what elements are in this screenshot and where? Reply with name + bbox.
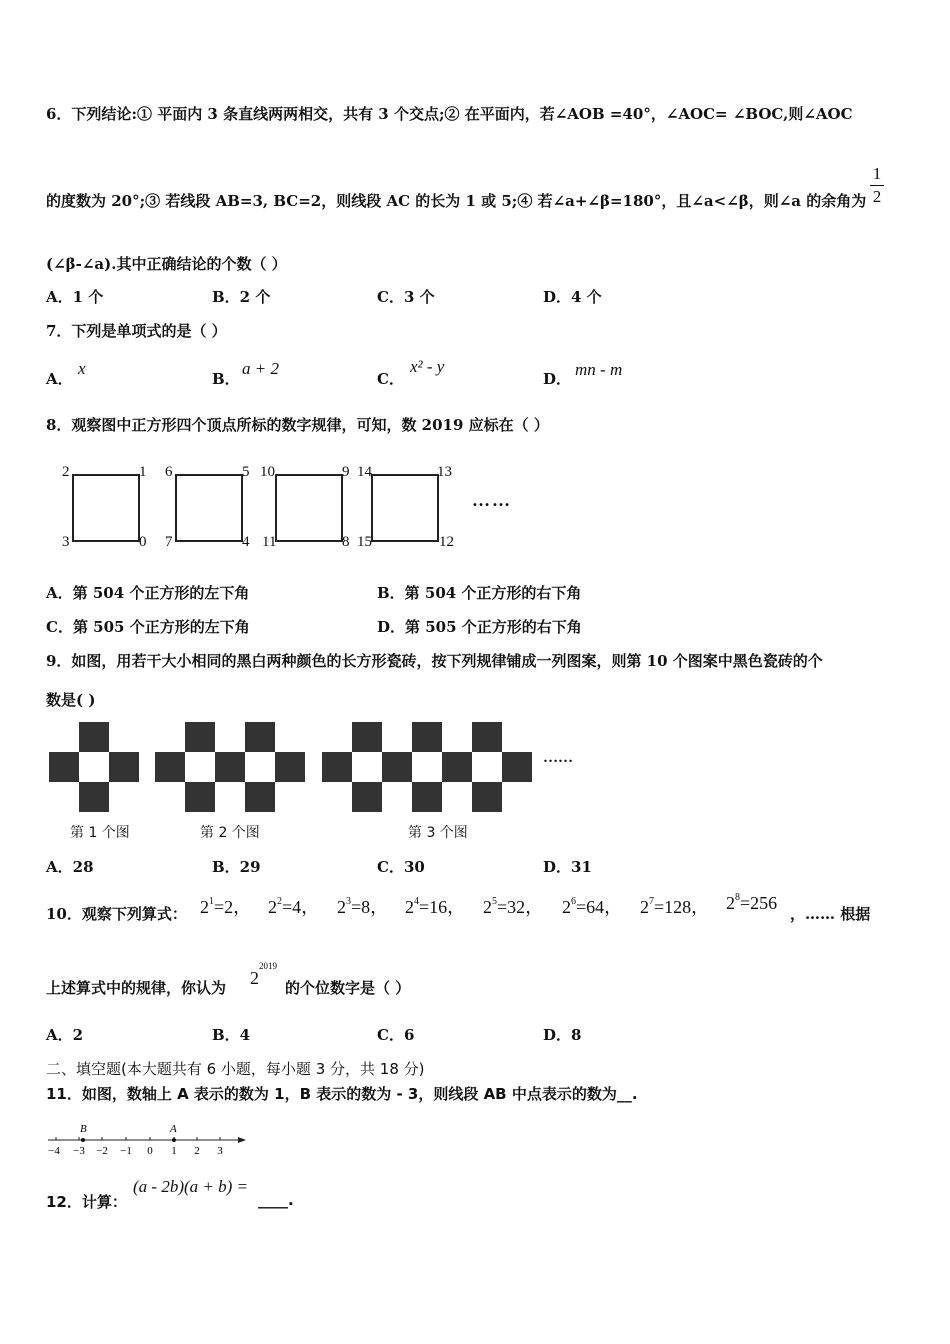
q11-tick-label: −1 [120, 1145, 132, 1157]
q10-power-1: $2^1=2$， [200, 896, 252, 917]
q8-square-2 [175, 474, 243, 542]
q7-stem: 7．下列是单项式的是（ ） [46, 322, 227, 340]
q12-expression: (a - 2b)(a + b) = [133, 1177, 248, 1196]
q6-frac-den: 2 [872, 187, 882, 206]
q8-sq2-tl: 6 [165, 464, 173, 480]
q8-sq1-tl: 2 [62, 464, 70, 480]
q9-option-c: C．30 [377, 858, 425, 876]
q8-sq2-br: 4 [242, 534, 250, 550]
q8-sq3-tl: 10 [260, 464, 275, 480]
q10-line2-a: 上述算式中的规律，你认为 [46, 979, 227, 997]
q11-tick-label: 2 [194, 1145, 200, 1157]
q9-stem-line2: 数是( ) [46, 691, 96, 709]
q8-square-1 [72, 474, 140, 542]
q6-option-c: C．3 个 [377, 288, 435, 306]
q8-option-b: B．第 504 个正方形的右下角 [377, 584, 582, 602]
q7-expr-c: x² - y [410, 357, 445, 376]
q8-sq3-tr: 9 [342, 464, 350, 480]
q8-square-3 [275, 474, 343, 542]
q10-power-6: $2^6=64$， [562, 896, 623, 917]
q7-expr-b: a + 2 [242, 359, 279, 378]
q6-option-b: B．2 个 [212, 288, 271, 306]
q11-stem: 11．如图，数轴上 A 表示的数为 1，B 表示的数为 - 3，则线段 AB 中点表示的数为__. [46, 1085, 638, 1103]
section-2-heading: 二、填空题(本大题共有 6 小题，每小题 3 分，共 18 分) [46, 1060, 425, 1078]
q11-point-a [172, 1138, 176, 1142]
q11-tick-label: −4 [48, 1145, 60, 1157]
q9-caption-2: 第 2 个图 [200, 825, 260, 841]
q8-ellipsis: …… [472, 490, 512, 510]
q9-stem-line1: 9．如图，用若干大小相同的黑白两种颜色的长方形瓷砖，按下列规律铺成一列图案，则第 10 个图案中黑色瓷砖的个 [46, 652, 823, 670]
q11-tick-label: −2 [96, 1145, 108, 1157]
q8-sq1-bl: 3 [62, 534, 70, 550]
q7-expr-a: x [78, 359, 86, 378]
q6-option-a: A．1 个 [46, 288, 104, 306]
q8-sq4-tr: 13 [437, 464, 452, 480]
q7-label-d: D． [543, 370, 572, 388]
q11-tick-label: 1 [171, 1145, 177, 1157]
q11-tick-label: 3 [217, 1145, 223, 1157]
q12-blank: ____. [258, 1191, 294, 1209]
q7-label-a: A． [46, 370, 73, 388]
q8-sq4-br: 12 [439, 534, 454, 550]
q8-sq1-br: 0 [139, 534, 147, 550]
q11-tick-label: 0 [147, 1145, 153, 1157]
q10-power-3: $2^3=8$， [337, 896, 389, 917]
q10-option-a: A．2 [46, 1026, 84, 1044]
q8-square-4 [371, 474, 439, 542]
q10-stem: 10．观察下列算式： [46, 905, 187, 923]
q9-caption-3: 第 3 个图 [408, 825, 468, 841]
q8-option-d: D．第 505 个正方形的右下角 [377, 618, 582, 636]
q6-line2: 的度数为 20°;③ 若线段 AB=3, BC=2，则线段 AC 的长为 1 或 5;④ 若∠a+∠β=180°，且∠a<∠β，则∠a 的余角为 [46, 192, 867, 210]
q10-option-d: D．8 [543, 1026, 582, 1044]
q11-number-line [40, 1118, 260, 1162]
q6-option-d: D．4 个 [543, 288, 602, 306]
q10-line2-b: 的个位数字是（ ） [285, 979, 411, 997]
q11-arrow-icon [238, 1137, 246, 1143]
q7-option-b [212, 368, 240, 389]
q8-option-a: A．第 504 个正方形的左下角 [46, 584, 250, 602]
q10-option-b: B．4 [212, 1026, 251, 1044]
q9-caption-1: 第 1 个图 [70, 825, 130, 841]
q11-point-b [81, 1138, 85, 1142]
q10-power-5: $2^5=32$， [483, 896, 544, 917]
q10-power-2: $2^2=4$， [268, 896, 320, 917]
q10-power-4: $2^4=16$， [405, 896, 466, 917]
q6-frac-num: 1 [872, 164, 882, 183]
q6-fraction [870, 164, 884, 207]
q11-tick-label: −3 [73, 1145, 85, 1157]
q9-option-a: A．28 [46, 858, 94, 876]
q7-label-b: B． [212, 370, 240, 388]
q8-sq4-bl: 15 [357, 534, 372, 550]
q8-stem: 8．观察图中正方形四个顶点所标的数字规律，可知，数 2019 应标在（ ） [46, 416, 549, 434]
q7-option-d [543, 368, 571, 389]
q7-option-c [377, 368, 404, 389]
q6-line1: 6．下列结论:① 平面内 3 条直线两两相交，共有 3 个交点;② 在平面内，若∠AOB =40°，∠AOC= ∠BOC,则∠AOC [46, 105, 853, 123]
q12-label: 12．计算： [46, 1193, 127, 1211]
q7-label-c: C． [377, 370, 404, 388]
q8-sq1-tr: 1 [139, 464, 147, 480]
q9-ellipsis: …… [543, 750, 573, 766]
q7-option-a [46, 368, 73, 389]
q8-option-c: C．第 505 个正方形的左下角 [46, 618, 250, 636]
q8-sq2-bl: 7 [165, 534, 173, 550]
q10-power-7: $2^7=128$， [640, 896, 710, 917]
q11-label-a: A [170, 1123, 177, 1135]
q11-label-b: B [80, 1123, 87, 1135]
q8-sq4-tl: 14 [357, 464, 372, 480]
q7-expr-d: mn - m [575, 360, 623, 379]
q9-option-d: D．31 [543, 858, 592, 876]
q6-line3: (∠β-∠a).其中正确结论的个数（ ） [46, 255, 287, 273]
q9-option-b: B．29 [212, 858, 261, 876]
q8-sq2-tr: 5 [242, 464, 250, 480]
q10-option-c: C．6 [377, 1026, 415, 1044]
q8-sq3-br: 8 [342, 534, 350, 550]
q10-power-8: $2^8=256$ [726, 892, 778, 913]
q10-tail: ，…… 根据 [790, 905, 871, 923]
q10-big-power: $2^{2019}$ [250, 961, 277, 988]
q8-sq3-bl: 11 [262, 534, 277, 550]
